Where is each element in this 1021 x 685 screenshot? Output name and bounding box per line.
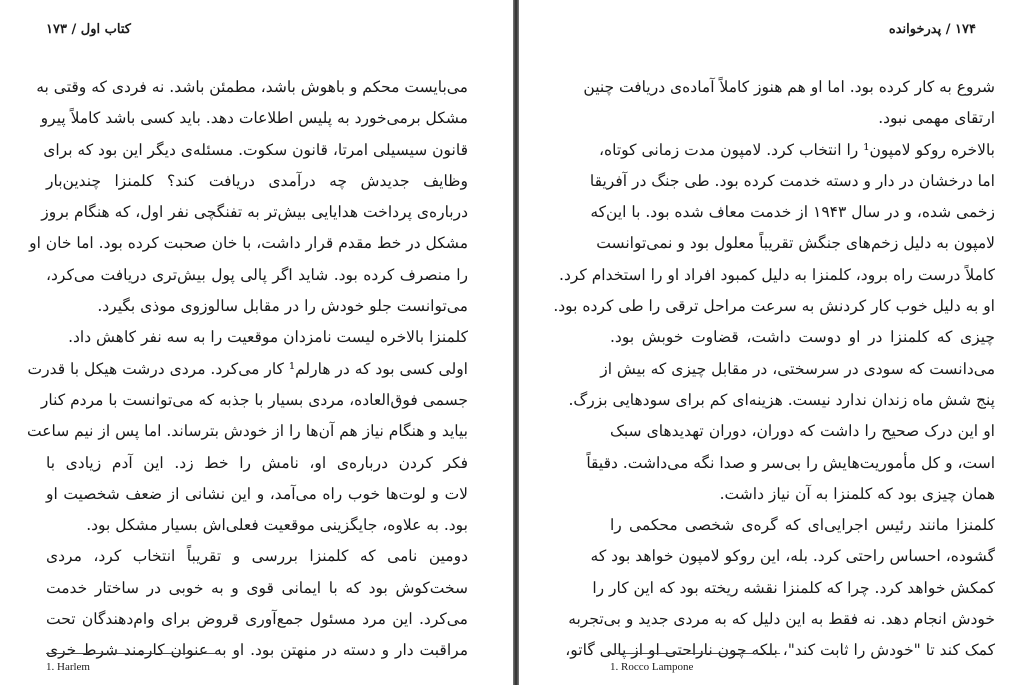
- text-line: بیاید و هنگام نیاز هم آن‌ها را از خودش بترساند. اما پس از نیم ساعت: [27, 422, 468, 441]
- text-line: همان چیزی بود که کلمنزا به آن نیاز داشت.: [719, 484, 995, 503]
- left-footnote: 1. Harlem: [46, 661, 90, 673]
- text-line: زخمی شده، و در سال ۱۹۴۳ از خدمت معاف شده بود. با این‌که: [590, 203, 995, 222]
- text-line: کاملاً درست راه برود، کلمنزا به دلیل کمبود افراد او را استخدام کرد.: [559, 265, 995, 284]
- text-line: شروع به کار کرده بود. اما او هم هنوز کاملاً آماده‌ی دریافت چنین: [583, 78, 995, 96]
- text-line: درباره‌ی پرداخت هدایایی بیش‌تر به تفنگچی نفر اول، که هنگام بروز: [41, 203, 468, 222]
- text-line: را منصرف کرده بود. شاید اگر پالی پول بیش‌تری دریافت می‌کرد،: [46, 265, 468, 284]
- left-page-body: [27, 72, 468, 667]
- text-line: چیزی که کلمنزا در او دوست داشت، قضاوت خوبش بود.: [610, 328, 995, 347]
- text-line: بود. به علاوه، جایگزینی موقعیت فعلی‌اش بسیار مشکل بود.: [86, 516, 468, 535]
- text-line: جسمی فوق‌العاده، مردی بسیار با جذبه که می‌توانست با مردم کنار: [40, 390, 468, 409]
- text-line: می‌دانست که سودی در سرسختی، در مقابل چیزی که بیش از: [600, 359, 995, 378]
- right-page: [519, 0, 1021, 685]
- text-line: بالاخره روکو لامپون¹ را انتخاب کرد. لامپون مدت زمانی کوتاه،: [599, 140, 995, 159]
- text-line: می‌توانست جلو خودش را در مقابل سالوزوی موذی بگیرد.: [97, 297, 468, 316]
- text-line: دومین نامی که کلمنزا بررسی و تقریباً انتخاب کرد، مردی: [46, 547, 468, 566]
- text-line: مشکل در خط مقدم قرار داشت، با خان صحبت کرده بود. اما خان او: [29, 234, 468, 253]
- text-line: است، و کل مأموریت‌هایش را بی‌سر و صدا نگه می‌داشت. دقیقاً: [586, 453, 995, 472]
- text-line: اما درخشان در دار و دسته خدمت کرده بود. طی جنگ در آفریقا: [589, 171, 995, 190]
- footnote-rule: [46, 653, 216, 654]
- text-line: کمکش خواهد کرد. چرا که کلمنزا نقشه ریخته بود که این کار را: [592, 578, 995, 597]
- text-line: مراقبت دار و دسته در منهتن بود. او به عنوان کارمند شرط خری: [46, 641, 468, 660]
- right-page-body: [553, 72, 995, 667]
- text-line: مشکل برمی‌خورد به پلیس اطلاعات دهد. باید کسی باشد کاملاً پیرو: [40, 109, 468, 128]
- text-line: لات و لوت‌ها خوب راه می‌آمد، و این نشانی از ضعف شخصیت او: [46, 484, 468, 503]
- right-page-header: ۱۷۴ / پدرخوانده: [888, 22, 976, 37]
- text-line: کمک کند تا "خودش را ثابت کند"، بلکه چون ناراحتی او از پالی گاتو،: [565, 641, 995, 660]
- text-line: قانون سیسیلی امرتا، قانون سکوت. مسئله‌ی دیگر این بود که برای: [43, 140, 468, 159]
- text-line: وظایف جدیدش چه درآمدی دریافت کند؟ کلمنزا چندین‌بار: [46, 171, 468, 190]
- text-line: سخت‌کوش بود که با ایمانی قوی و به خوبی در ساختار خدمت: [46, 578, 468, 597]
- text-line: پنج شش ماه زندان ندارد نیست. هزینه‌ای کم برای سودهایی بزرگ.: [568, 390, 995, 409]
- text-line: خودش انجام دهد. نه فقط به این دلیل که به مردی جدید و بی‌تجربه: [568, 610, 995, 629]
- text-line: کلمنزا مانند رئیس اجرایی‌ای که گره‌ی شخصی محکمی را: [610, 516, 995, 535]
- right-footnote: 1. Rocco Lampone: [610, 661, 694, 673]
- text-line: او به دلیل خوب کار کردنش به سرعت مراحل ترقی را طی کرده بود.: [553, 297, 995, 316]
- left-page-header: کتاب اول / ۱۷۳: [46, 22, 131, 37]
- text-line: گشوده، احساس راحتی کرد. بله، این روکو لامپون خواهد بود که: [590, 547, 995, 566]
- text-line: فکر کردن درباره‌ی او، نامش را خط زد. این آدم زیادی با: [46, 453, 468, 472]
- text-line: کلمنزا بالاخره لیست نامزدان موقعیت را به سه نفر کاهش داد.: [68, 328, 468, 347]
- footnote-rule: [610, 653, 780, 654]
- text-line: می‌کرد. این مرد مسئول جمع‌آوری قروض برای وام‌دهندگان تحت: [46, 610, 468, 629]
- text-line: او این درک صحیح را داشت که دوران، دوران تهدیدهای سبک: [610, 422, 995, 441]
- text-line: می‌بایست محکم و باهوش باشد، مطمئن باشد. نه فردی که وقتی به: [36, 78, 468, 96]
- text-line: لامپون به دلیل زخم‌های جنگش تقریباً معلول بود و نمی‌توانست: [596, 234, 995, 253]
- text-line: اولی کسی بود که در هارلم¹ کار می‌کرد. مردی درشت هیکل با قدرت: [27, 359, 468, 378]
- text-line: ارتقای مهمی نبود.: [878, 109, 995, 128]
